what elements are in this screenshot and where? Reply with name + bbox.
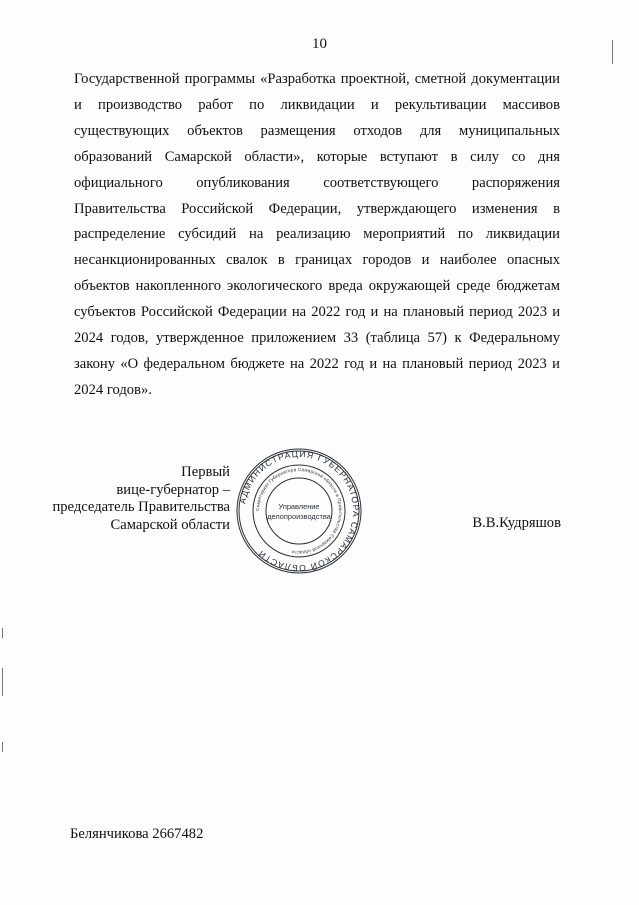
scan-speck — [2, 742, 3, 752]
executor-contact: Белянчикова 2667482 — [70, 826, 204, 842]
official-stamp-seal — [234, 446, 364, 576]
scan-speck — [2, 628, 3, 638]
stamp-center-line: Управление — [278, 502, 320, 511]
signature-block — [0, 448, 639, 590]
body-paragraph: Государственной программы «Разработка проектной, сметной документации и производство работ по ликвидации и рекультивации массивов существующих объектов размещения отходов для муниципальных образований Самарской области», которые вступают в силу со дня официального опубликования соответствующего распоряжения Правительства Российской Федерации, утверждающего изменения в распределение субсидий на реализацию мероприятий по ликвидации несанкционированных свалок в границах городов и наиболее опасных объектов накопленного экологического вреда окружающей среде бюджетам субъектов Российской Федерации на 2022 год и на плановый период 2023 и 2024 годов, утвержденное приложением 33 (таблица 57) к Федеральному закону «О федеральном бюджете на 2022 год и на плановый период 2023 и 2024 годов». — [74, 71, 560, 398]
signatory-name: В.В.Кудряшов — [472, 515, 561, 531]
page-number: 10 — [312, 36, 327, 52]
signatory-position-line: Первый — [181, 464, 230, 480]
signatory-position-line: Самарской области — [110, 516, 230, 533]
signatory-position — [40, 464, 230, 534]
scan-speck — [2, 668, 3, 696]
stamp-outer-text: АДМИНИСТРАЦИЯ ГУБЕРНАТОРА САМАРСКОЙ ОБЛАСТИ — [237, 448, 362, 574]
stamp-center-line: делопроизводства — [267, 512, 331, 521]
scan-speck — [612, 40, 613, 64]
signatory-position-line: председатель Правительства — [52, 499, 230, 515]
stamp-middle-ring — [253, 465, 345, 557]
signatory-position-line: вице-губернатор – — [116, 481, 230, 498]
stamp-inner-ring — [266, 478, 332, 544]
stamp-inner-text: Секретариат Губернатора Самарской области и Правительства Самарской области — [254, 466, 344, 556]
